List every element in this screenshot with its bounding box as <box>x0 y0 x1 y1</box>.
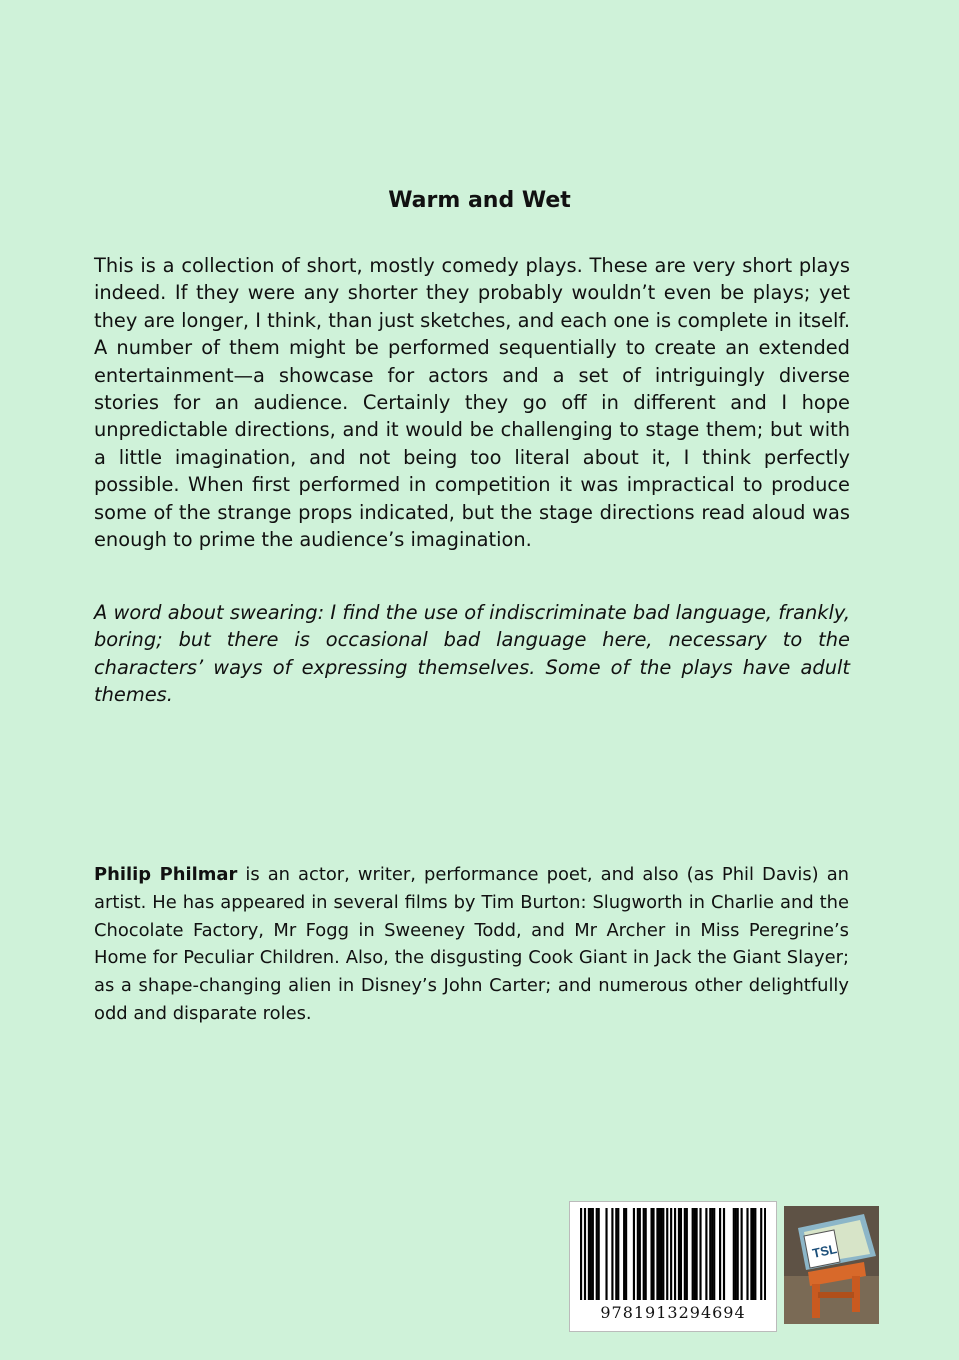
barcode-bar <box>652 1208 654 1300</box>
barcode-bar <box>662 1208 664 1300</box>
barcode-bar <box>645 1208 647 1300</box>
publisher-logo-icon <box>784 1206 879 1324</box>
barcode-bar <box>735 1208 737 1300</box>
barcode-bar <box>670 1208 672 1300</box>
author-bio-text: is an actor, writer, performance poet, and also (as Phil Davis) an artist. He has appeared in several films by Tim Burton: Slugworth in Charlie and the Chocolate Factory, Mr Fogg in Sweeney Todd, and Mr Archer in Miss Peregrine’s Home for Peculiar Children. Also, the disgusting Cook Giant in Jack the Giant Slayer; as a shape-changing alien in Disney’s John Carter; and numerous other delightfully odd and disparate roles. <box>94 864 849 1024</box>
barcode-bar <box>598 1208 600 1300</box>
barcode-bar <box>658 1208 660 1300</box>
author-bio <box>94 861 849 1028</box>
barcode-bar <box>737 1208 739 1300</box>
barcode-bar <box>684 1208 686 1300</box>
barcode-bar <box>584 1208 586 1300</box>
barcode-bar <box>580 1208 582 1300</box>
barcode-bar <box>723 1208 725 1300</box>
book-title: Warm and Wet <box>388 188 571 213</box>
barcode-bar <box>605 1208 607 1300</box>
barcode-bar <box>611 1208 613 1300</box>
barcode-bars-icon <box>580 1208 766 1300</box>
isbn-barcode <box>569 1201 777 1332</box>
author-name: Philip Philmar <box>94 864 238 885</box>
barcode-bar <box>615 1208 617 1300</box>
barcode-bar <box>764 1208 766 1300</box>
barcode-bar <box>694 1208 696 1300</box>
barcode-bar <box>617 1208 619 1300</box>
barcode-bar <box>699 1208 701 1300</box>
barcode-bar <box>633 1208 635 1300</box>
barcode-bar <box>637 1208 639 1300</box>
barcode-bar <box>656 1208 658 1300</box>
isbn-number: 9781913294694 <box>600 1303 746 1322</box>
barcode-bar <box>678 1208 680 1300</box>
barcode-bar <box>760 1208 762 1300</box>
barcode-bar <box>650 1208 652 1300</box>
barcode-bar <box>592 1208 594 1300</box>
barcode-bar <box>666 1208 668 1300</box>
barcode-bar <box>750 1208 752 1300</box>
barcode-bar <box>590 1208 592 1300</box>
publisher-logo-text: TSL <box>810 1241 839 1261</box>
barcode-bar <box>639 1208 641 1300</box>
barcode-bar <box>741 1208 743 1300</box>
blurb-paragraph: This is a collection of short, mostly comedy plays. These are very short plays indeed. If they were any shorter they probably wouldn’t even be plays; yet they are longer, I think, than just sketches, and each one is complete in itself. A number of them might be performed sequentially to create an extended entertainment—a showcase for actors and a set of intriguingly diverse stories for an audience. Certainly they go off in different and I hope unpredictable directions, and it would be challenging to stage them; but with a little imagination, and not being too literal about it, I think perfectly possible. When first performed in competition it was impractical to produce some of the strange props indicated, but the stage directions read aloud was enough to prime the audience’s imagination. <box>94 254 850 552</box>
barcode-bar <box>686 1208 688 1300</box>
barcode-bar <box>674 1208 676 1300</box>
barcode-bar <box>625 1208 627 1300</box>
barcode-bar <box>596 1208 598 1300</box>
barcode-bar <box>719 1208 721 1300</box>
swearing-note: A word about swearing: I find the use of indiscriminate bad language, frankly, boring; but there is occasional bad language here, necessary to the characters’ ways of expressing themselves. Some of the plays have adult themes. <box>94 601 850 707</box>
barcode-bar <box>746 1208 748 1300</box>
barcode-bar <box>752 1208 754 1300</box>
barcode-bar <box>588 1208 590 1300</box>
barcode-bar <box>705 1208 707 1300</box>
barcode-bar <box>692 1208 694 1300</box>
barcode-bar <box>696 1208 698 1300</box>
barcode-bar <box>660 1208 662 1300</box>
barcode-bar <box>680 1208 682 1300</box>
barcode-bar <box>733 1208 735 1300</box>
barcode-bar <box>711 1208 713 1300</box>
barcode-bar <box>713 1208 715 1300</box>
barcode-bar <box>754 1208 756 1300</box>
barcode-bar <box>623 1208 625 1300</box>
barcode-bar <box>643 1208 645 1300</box>
barcode-bar <box>709 1208 711 1300</box>
